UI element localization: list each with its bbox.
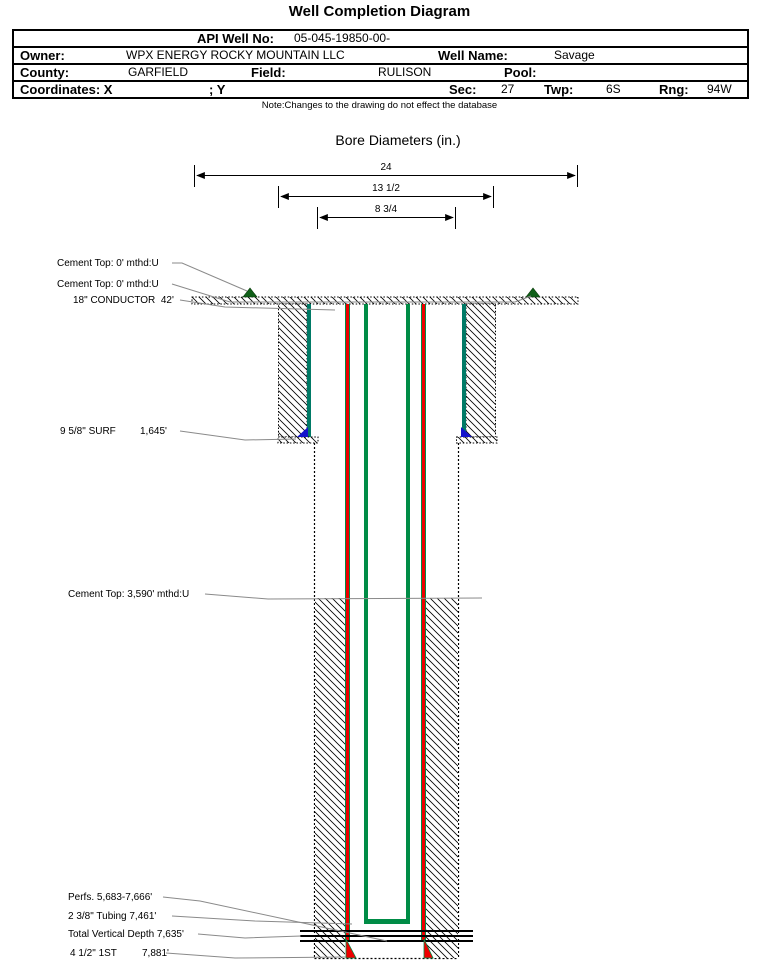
cement-top-2-label: Cement Top: 0' mthd:U bbox=[57, 279, 159, 290]
page-title: Well Completion Diagram bbox=[288, 3, 471, 20]
tubing-string-left bbox=[364, 304, 368, 924]
rng-label: Rng: bbox=[659, 82, 689, 97]
sec-label: Sec: bbox=[449, 82, 477, 97]
perfs-label: Perfs. 5,683-7,666' bbox=[68, 892, 153, 903]
tubing-bottom bbox=[364, 919, 410, 924]
api-well-no-label: API Well No: bbox=[196, 31, 274, 46]
cement-top-marker-left bbox=[243, 288, 257, 297]
surface-shoe-bar-left bbox=[278, 437, 318, 443]
production-casing-depth: 7,881' bbox=[142, 948, 169, 959]
twp-label: Twp: bbox=[544, 82, 574, 97]
field-label: Field: bbox=[251, 65, 286, 80]
county-value: GARFIELD bbox=[128, 65, 189, 79]
production-casing-label: 4 1/2" 1ST bbox=[70, 948, 117, 959]
tvd-lines bbox=[300, 930, 473, 942]
surface-cement-left bbox=[279, 304, 308, 437]
county-label: County: bbox=[20, 65, 70, 80]
well-name-label: Well Name: bbox=[438, 48, 508, 63]
bore-diameters-title: Bore Diameters (in.) bbox=[335, 132, 461, 148]
rng-value: 94W bbox=[707, 82, 732, 96]
leader-perfs bbox=[163, 897, 387, 941]
note-text: Note:Changes to the drawing do not effect the database bbox=[261, 100, 498, 111]
well-name-value: Savage bbox=[554, 48, 595, 62]
bore-dim-8-3-4-label: 8 3/4 bbox=[374, 204, 398, 215]
production-casing-left bbox=[346, 304, 349, 941]
coordinates-x-label: Coordinates: X bbox=[20, 82, 113, 97]
bore-dim-24-label: 24 bbox=[380, 162, 392, 173]
coordinates-y-label: ; Y bbox=[209, 82, 226, 97]
field-value: RULISON bbox=[378, 65, 432, 79]
tubing-label: 2 3/8" Tubing 7,461' bbox=[68, 911, 157, 922]
production-casing-right bbox=[422, 304, 425, 941]
leader-cement-top-3 bbox=[205, 594, 482, 599]
tvd-label: Total Vertical Depth 7,635' bbox=[68, 929, 184, 940]
pool-label: Pool: bbox=[504, 65, 537, 80]
cement-top-marker-right bbox=[526, 288, 540, 297]
tubing-string-right bbox=[406, 304, 410, 924]
surface-shoe-bar-right bbox=[457, 437, 498, 443]
sec-value: 27 bbox=[501, 82, 515, 96]
surface-casing-left bbox=[307, 304, 311, 437]
surface-casing-depth: 1,645' bbox=[140, 426, 167, 437]
bore-dim-8-3-4 bbox=[318, 204, 456, 229]
conductor-label: 18" CONDUCTOR 42' bbox=[73, 295, 174, 306]
twp-value: 6S bbox=[606, 82, 621, 96]
surface-casing-label: 9 5/8" SURF bbox=[60, 426, 116, 437]
production-cement-right bbox=[426, 598, 458, 958]
api-well-no-value: 05-045-19850-00- bbox=[294, 31, 391, 45]
production-cement-left bbox=[315, 598, 345, 958]
bore-dim-13-1-2-label: 13 1/2 bbox=[372, 183, 400, 194]
owner-value: WPX ENERGY ROCKY MOUNTAIN LLC bbox=[126, 48, 345, 62]
leader-cement-top-1 bbox=[172, 263, 247, 291]
surface-cement-right bbox=[466, 304, 496, 437]
surface-casing-right bbox=[462, 304, 466, 437]
leader-tvd bbox=[198, 934, 301, 938]
owner-label: Owner: bbox=[20, 48, 65, 63]
cement-top-3-label: Cement Top: 3,590' mthd:U bbox=[68, 589, 190, 600]
cement-top-1-label: Cement Top: 0' mthd:U bbox=[57, 258, 159, 269]
